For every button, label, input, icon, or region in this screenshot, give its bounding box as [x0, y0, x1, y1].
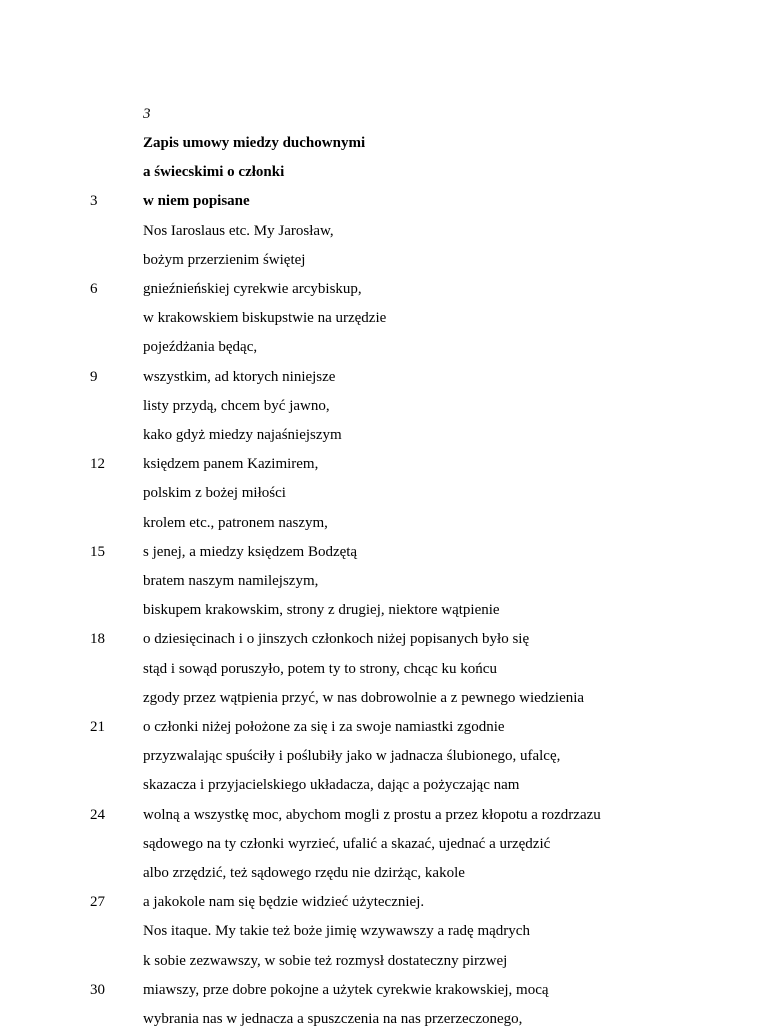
text-line — [0, 861, 768, 885]
text-line — [0, 978, 768, 1002]
line-number: 18 — [90, 631, 105, 648]
title-line-text: a świecskimi o członki — [143, 164, 285, 181]
text-line — [0, 423, 768, 447]
line-number: 27 — [90, 894, 105, 911]
text-line — [0, 335, 768, 359]
line-text: skazacza i przyjacielskiego układacza, dając a pożyczając nam — [143, 777, 520, 794]
text-line — [0, 365, 768, 389]
text-line — [0, 248, 768, 272]
line-number: 24 — [90, 806, 105, 823]
text-line — [0, 919, 768, 943]
line-text: a jakokole nam się będzie widzieć użyteczniej. — [143, 894, 425, 911]
line-text: albo zrzędzić, też sądowego rzędu nie dzirżąc, kakole — [143, 865, 465, 881]
text-line — [0, 540, 768, 564]
line-text: w krakowskiem biskupstwie na urzędzie — [143, 310, 387, 327]
text-line — [0, 481, 768, 505]
line-text: zgody przez wątpienia przyć, w nas dobrowolnie a z pewnego wiedzienia — [143, 689, 585, 706]
line-text: kako gdyż miedzy najaśniejszym — [143, 427, 342, 443]
text-line — [0, 598, 768, 622]
line-text: bożym przerzienim świętej — [143, 251, 306, 268]
text-line — [0, 569, 768, 593]
heading-number: 3 — [143, 106, 151, 122]
line-text: s jenej, a miedzy księdzem Bodzętą — [143, 543, 358, 560]
line-text: sądowego na ty członki wyrzieć, ufalić a skazać, ujednać a urzędzić — [143, 835, 551, 852]
title-line-text: Zapis umowy miedzy duchownymi — [143, 135, 366, 151]
text-line — [0, 627, 768, 651]
text-line — [0, 744, 768, 768]
text-line — [0, 773, 768, 797]
line-number: 9 — [90, 368, 98, 385]
line-number: 21 — [90, 719, 105, 735]
text-line — [0, 452, 768, 476]
line-number: 15 — [90, 543, 105, 560]
title-line-text: w niem popisane — [143, 193, 250, 210]
text-line — [0, 890, 768, 914]
line-text: stąd i sowąd poruszyło, potem ty to strony, chcąc ku końcu — [143, 660, 497, 677]
line-text: o członki niżej położone za się i za swoje namiastki zgodnie — [143, 719, 505, 735]
line-text: wybrania nas w jednacza a spuszczenia na nas przerzeczonego, — [143, 1011, 523, 1027]
line-text: gnieźnieńskiej cyrekwie arcybiskup, — [143, 281, 362, 297]
line-text: krolem etc., patronem naszym, — [143, 514, 328, 531]
line-text: pojeźdżania będąc, — [143, 339, 258, 356]
text-line — [0, 1007, 768, 1031]
text-line — [0, 160, 768, 184]
text-line — [0, 189, 768, 213]
line-text: o dziesięcinach i o jinszych członkoch niżej popisanych było się — [143, 631, 530, 648]
line-text: przyzwalając spuściły i poślubiły jako w jadnacza ślubionego, ufalcę, — [143, 748, 561, 765]
text-line — [0, 686, 768, 710]
line-number: 3 — [90, 193, 98, 210]
line-number: 6 — [90, 281, 98, 297]
line-text: k sobie zezwawszy, w sobie też rozmysł dostateczny pirzwej — [143, 952, 508, 969]
text-line — [0, 657, 768, 681]
text-line — [0, 219, 768, 243]
line-text: wolną a wszystkę moc, abychom mogli z prostu a przez kłopotu a rozdrzazu — [143, 806, 601, 823]
heading-number-line — [0, 102, 768, 126]
text-line — [0, 131, 768, 155]
text-line — [0, 715, 768, 739]
line-text: Nos itaque. My takie też boże jimię wzywawszy a radę mądrych — [143, 923, 530, 940]
line-text: Nos Iaroslaus etc. My Jarosław, — [143, 222, 334, 239]
line-text: wszystkim, ad ktorych niniejsze — [143, 368, 336, 385]
text-line — [0, 277, 768, 301]
text-line — [0, 832, 768, 856]
line-number: 30 — [90, 981, 105, 998]
text-line — [0, 803, 768, 827]
line-text: księdzem panem Kazimirem, — [143, 456, 319, 473]
line-text: miawszy, prze dobre pokojne a użytek cyrekwie krakowskiej, mocą — [143, 981, 549, 998]
line-text: biskupem krakowskim, strony z drugiej, niektore wątpienie — [143, 602, 500, 619]
line-number: 12 — [90, 456, 105, 473]
text-line — [0, 949, 768, 973]
line-text: polskim z bożej miłości — [143, 485, 286, 502]
text-line — [0, 306, 768, 330]
line-text: listy przydą, chcem być jawno, — [143, 397, 330, 414]
text-line — [0, 511, 768, 535]
text-line — [0, 394, 768, 418]
line-text: bratem naszym namilejszym, — [143, 573, 319, 589]
